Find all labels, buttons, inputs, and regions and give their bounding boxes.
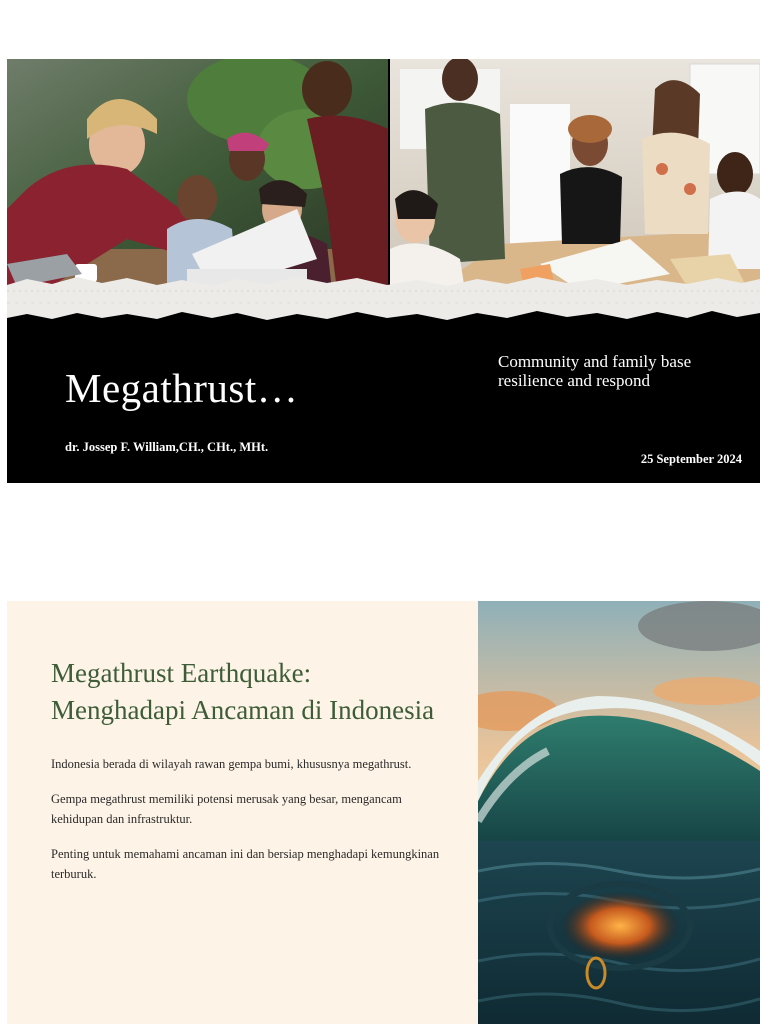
content-text-block <box>51 655 451 899</box>
torn-paper-divider <box>7 271 760 329</box>
ocean-wave-illustration <box>478 601 760 1024</box>
paragraph: Gempa megathrust memiliki potensi merusak yang besar, mengancam kehidupan dan infrastruktur. <box>51 792 402 826</box>
slide-heading: Megathrust Earthquake: Menghadapi Ancaman di Indonesia <box>51 658 435 725</box>
content-slide <box>7 601 760 1024</box>
people-reviewing-documents-photo <box>7 59 388 291</box>
presentation-subtitle: Community and family base resilience and respond <box>498 352 692 390</box>
title-slide <box>7 59 760 483</box>
presentation-date: 25 September 2024 <box>640 452 742 466</box>
women-planning-at-table-photo <box>390 59 760 291</box>
paragraph: Indonesia berada di wilayah rawan gempa bumi, khususnya megathrust. <box>51 757 412 771</box>
author-name: dr. Jossep F. William,CH., CHt., MHt. <box>65 440 269 454</box>
presentation-title: Megathrust… <box>65 365 299 411</box>
paragraph: Penting untuk memahami ancaman ini dan bersiap menghadapi kemungkinan terburuk. <box>51 847 440 881</box>
